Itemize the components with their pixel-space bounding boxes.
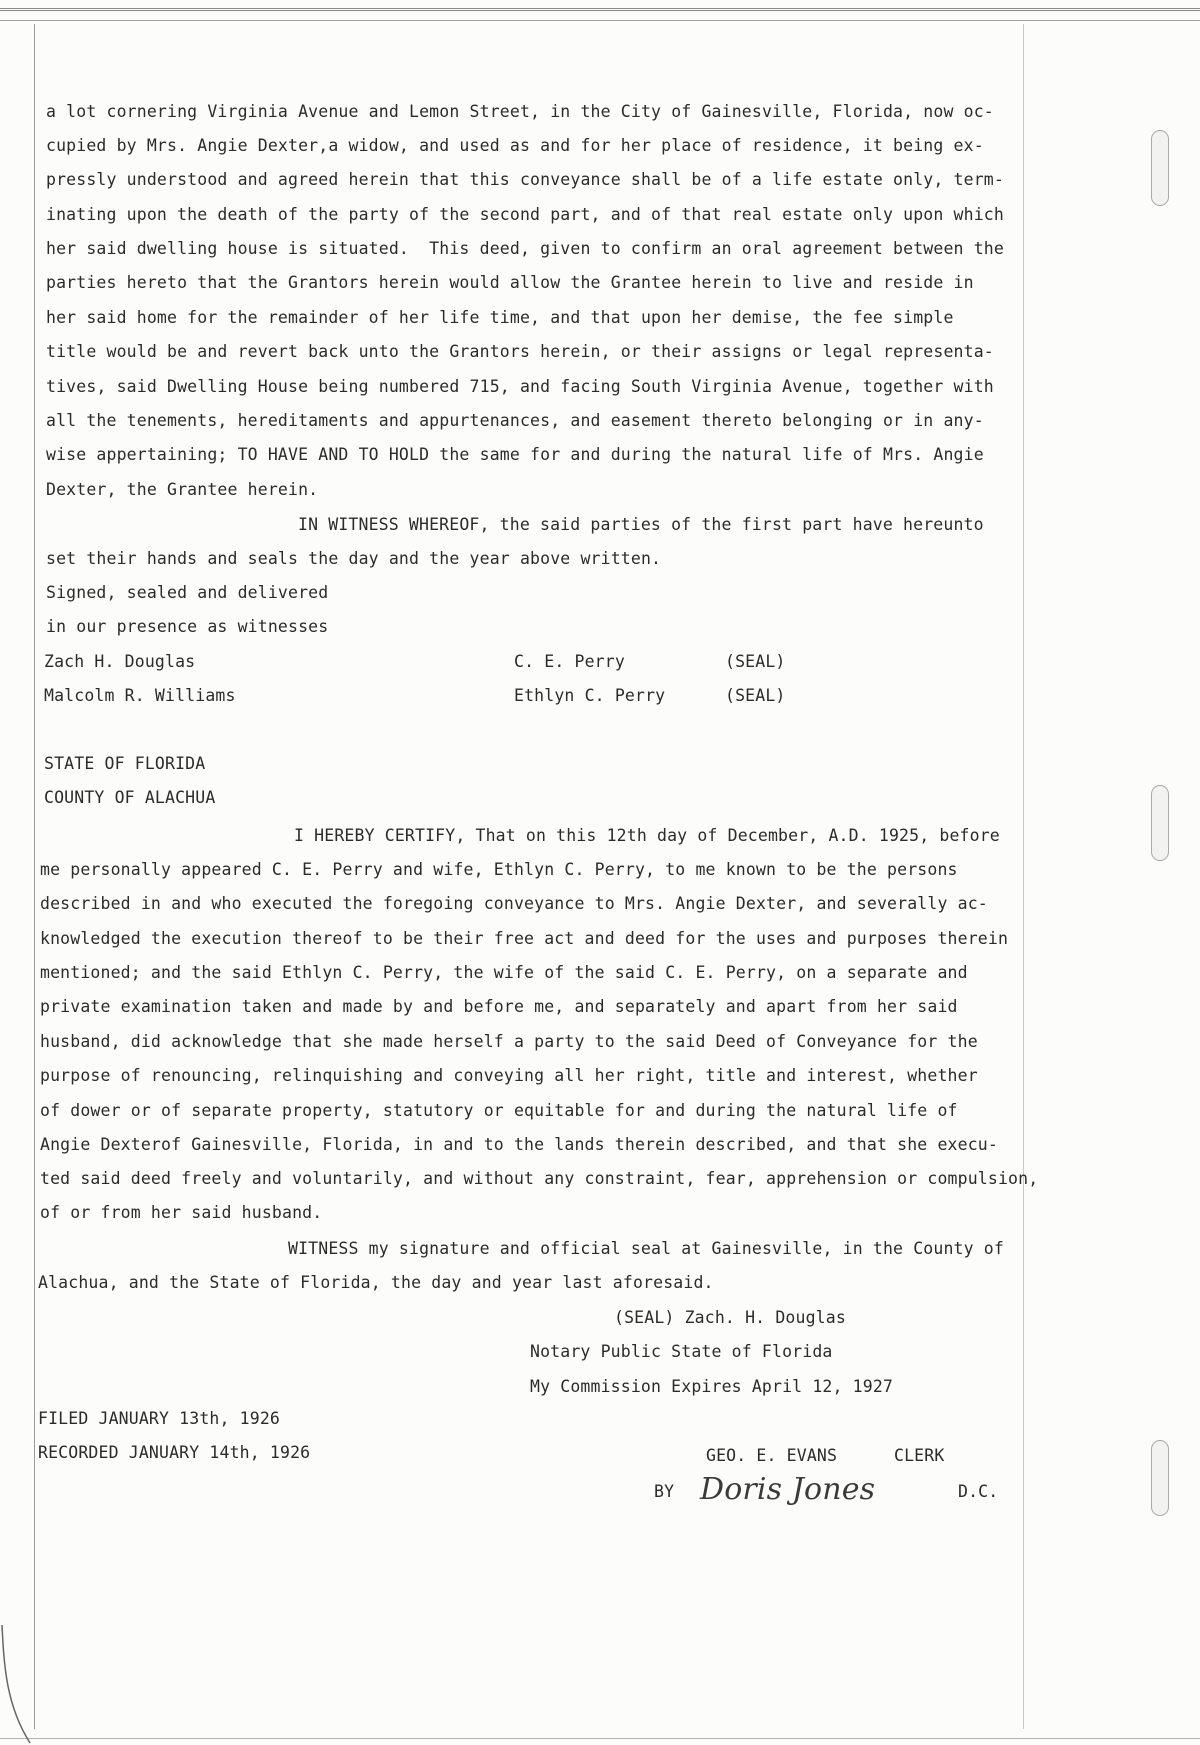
commission-expiry: My Commission Expires April 12, 1927	[530, 1377, 894, 1396]
witness-clause-line: set their hands and seals the day and the year above written.	[46, 549, 662, 568]
right-margin-line	[1023, 24, 1024, 1729]
certificate-line: of dower or of separate property, statutory or equitable for and during the natural life of	[40, 1101, 958, 1120]
deed-line: all the tenements, hereditaments and appurtenances, and easement thereto belonging or in any-	[46, 411, 984, 430]
certificate-line: mentioned; and the said Ethlyn C. Perry, the wife of the said C. E. Perry, on a separate and	[40, 963, 968, 982]
notary-witness-line: WITNESS my signature and official seal at Gainesville, in the County of	[288, 1239, 1004, 1258]
deed-line: a lot cornering Virginia Avenue and Lemon Street, in the City of Gainesville, Florida, now oc-	[46, 102, 994, 121]
deed-line: title would be and revert back unto the Grantors herein, or their assigns or legal representa-	[46, 342, 994, 361]
deed-line: her said home for the remainder of her life time, and that upon her demise, the fee simple	[46, 308, 954, 327]
grantor-seal: (SEAL)	[725, 686, 786, 705]
witness-name: Malcolm R. Williams	[44, 686, 236, 705]
bottom-border-rule	[0, 1738, 1200, 1739]
venue-county: COUNTY OF ALACHUA	[44, 788, 216, 807]
signed-sealed-label: Signed, sealed and delivered	[46, 583, 329, 602]
certificate-line: private examination taken and made by and before me, and separately and apart from her said	[40, 997, 958, 1016]
deputy-clerk-suffix: D.C.	[958, 1482, 999, 1501]
certificate-line: me personally appeared C. E. Perry and wife, Ethlyn C. Perry, to me known to be the persons	[40, 860, 958, 879]
certificate-line: husband, did acknowledge that she made herself a party to the said Deed of Conveyance for the	[40, 1032, 978, 1051]
top-border-rule-inner	[0, 20, 1200, 21]
binder-hole-top	[1151, 130, 1169, 206]
certificate-line: knowledged the execution thereof to be their free act and deed for the uses and purposes therein	[40, 929, 1009, 948]
certificate-line: I HEREBY CERTIFY, That on this 12th day of December, A.D. 1925, before	[294, 826, 1000, 845]
certificate-line: Angie Dexterof Gainesville, Florida, in and to the lands therein described, and that she execu-	[40, 1135, 998, 1154]
deputy-clerk-signature: Doris Jones	[700, 1472, 876, 1507]
deed-line: tives, said Dwelling House being numbered 715, and facing South Virginia Avenue, together with	[46, 377, 994, 396]
notary-witness-line: Alachua, and the State of Florida, the day and year last aforesaid.	[38, 1273, 714, 1292]
venue-state: STATE OF FLORIDA	[44, 754, 206, 773]
grantor-seal: (SEAL)	[725, 652, 786, 671]
certificate-line: described in and who executed the foregoing conveyance to Mrs. Angie Dexter, and severally ac-	[40, 894, 988, 913]
deed-line: Dexter, the Grantee herein.	[46, 480, 319, 499]
clerk-title: CLERK	[894, 1446, 945, 1465]
clerk-name: GEO. E. EVANS	[706, 1446, 838, 1465]
grantor-name: Ethlyn C. Perry	[514, 686, 666, 705]
clerk-by-label: BY	[654, 1482, 675, 1501]
binder-hole-middle	[1151, 785, 1169, 861]
notary-title: Notary Public State of Florida	[530, 1342, 833, 1361]
left-margin-line	[34, 24, 35, 1729]
presence-label: in our presence as witnesses	[46, 617, 329, 636]
witness-clause-line: IN WITNESS WHEREOF, the said parties of the first part have hereunto	[298, 515, 984, 534]
binder-hole-bottom	[1151, 1440, 1169, 1516]
witness-name: Zach H. Douglas	[44, 652, 196, 671]
certificate-line: of or from her said husband.	[40, 1203, 323, 1222]
deed-line: cupied by Mrs. Angie Dexter,a widow, and used as and for her place of residence, it being ex-	[46, 136, 984, 155]
notary-signature: (SEAL) Zach. H. Douglas	[614, 1308, 846, 1327]
recorded-date: RECORDED JANUARY 14th, 1926	[38, 1443, 311, 1462]
deed-line: pressly understood and agreed herein that this conveyance shall be of a life estate only, term-	[46, 170, 1004, 189]
deed-line: her said dwelling house is situated. This deed, given to confirm an oral agreement between the	[46, 239, 1004, 258]
certificate-line: ted said deed freely and voluntarily, and without any constraint, fear, apprehension or compulsion,	[40, 1169, 1039, 1188]
grantor-name: C. E. Perry	[514, 652, 625, 671]
deed-line: wise appertaining; TO HAVE AND TO HOLD the same for and during the natural life of Mrs. Angie	[46, 445, 984, 464]
deed-line: inating upon the death of the party of the second part, and of that real estate only upon which	[46, 205, 1004, 224]
top-border-rule	[0, 8, 1200, 11]
filed-date: FILED JANUARY 13th, 1926	[38, 1409, 281, 1428]
deed-line: parties hereto that the Grantors herein would allow the Grantee herein to live and reside in	[46, 273, 974, 292]
certificate-line: purpose of renouncing, relinquishing and conveying all her right, title and interest, whether	[40, 1066, 978, 1085]
